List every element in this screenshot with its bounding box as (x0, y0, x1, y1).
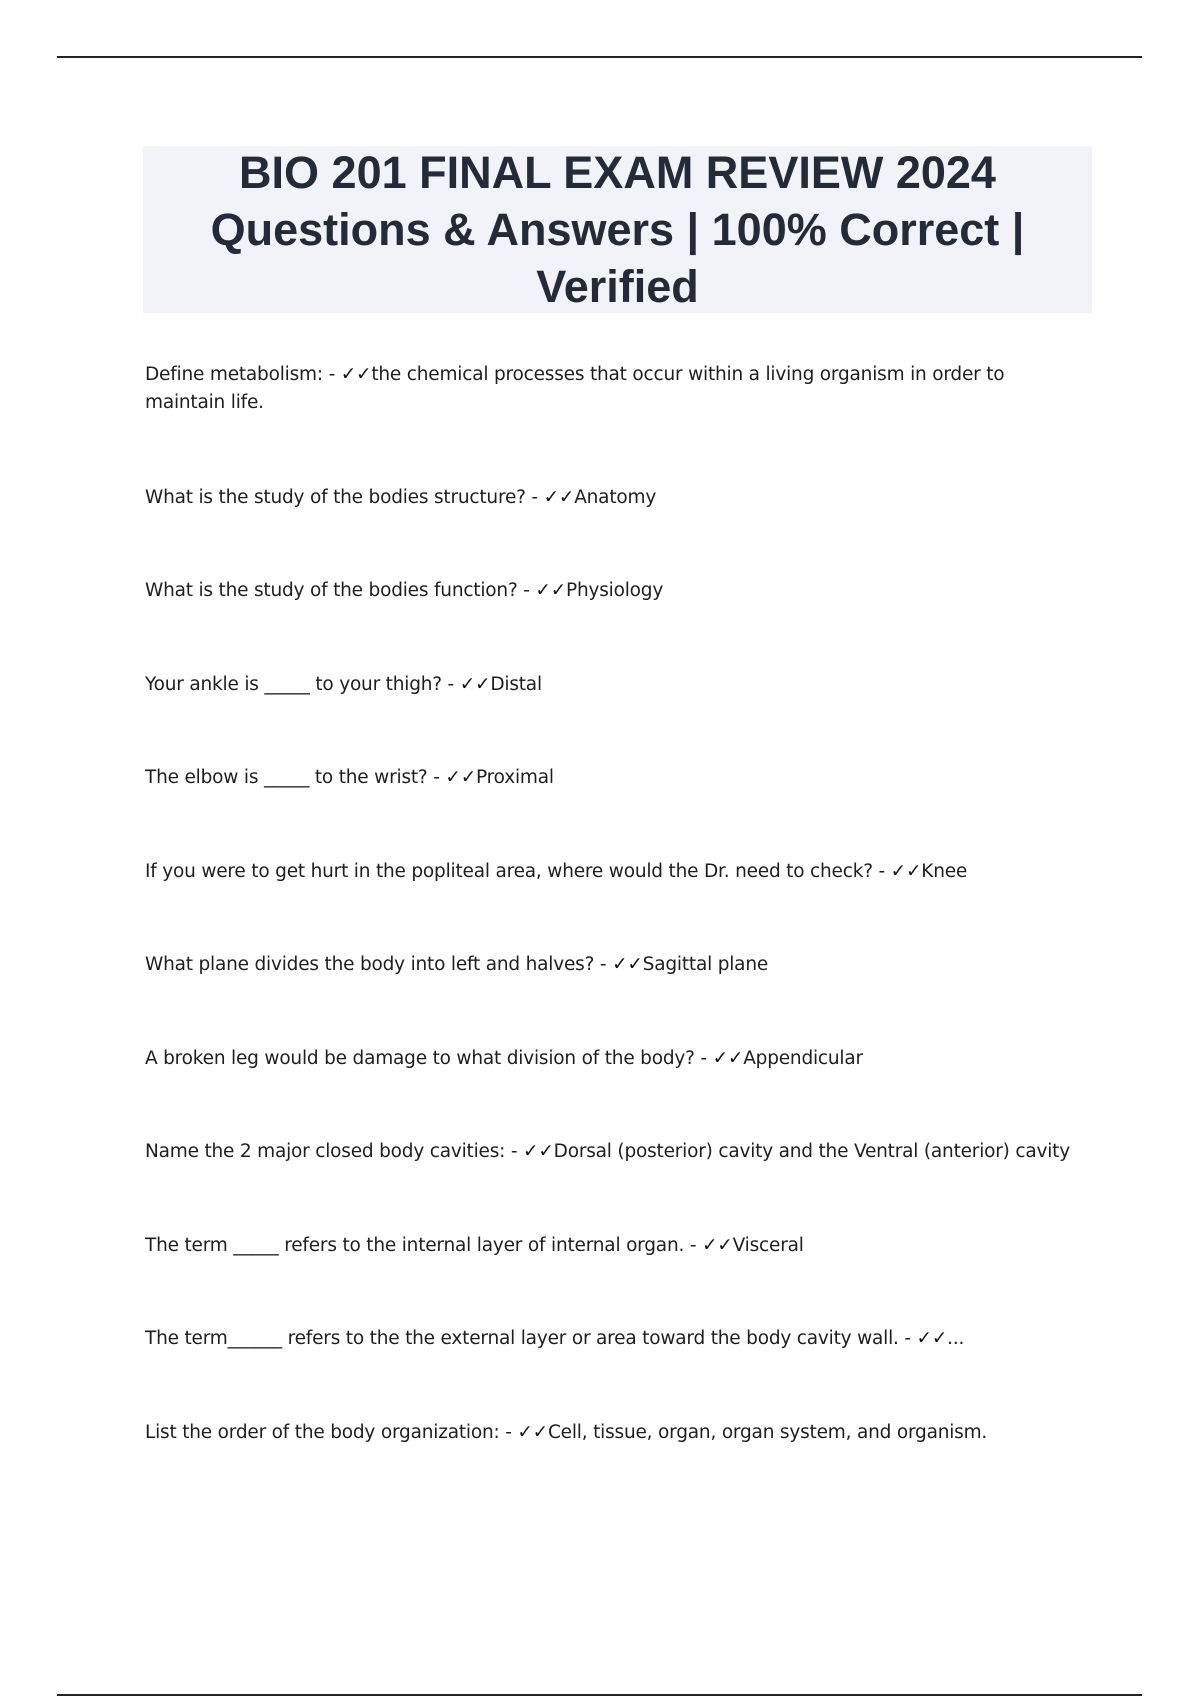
check-mark-icon: ✓✓ (523, 1141, 554, 1162)
check-mark-icon: ✓✓ (712, 1048, 744, 1069)
document-title: BIO 201 FINAL EXAM REVIEW 2024 Questions & Answers | 100% Correct | Verified (210, 147, 1025, 312)
answer-text: Knee (921, 861, 968, 882)
check-mark-icon: ✓✓ (517, 1422, 548, 1443)
title-banner (143, 146, 1092, 313)
question-text: Define metabolism: - (145, 364, 341, 385)
question-text: The term _____ refers to the internal layer of internal organ. - (145, 1235, 702, 1256)
question-text: Your ankle is _____ to your thigh? - (145, 674, 460, 695)
check-mark-icon: ✓✓ (459, 674, 491, 695)
answer-text: Visceral (732, 1235, 804, 1256)
qa-item (145, 577, 1085, 605)
question-text: If you were to get hurt in the popliteal area, where would the Dr. need to check? - (145, 861, 891, 882)
answer-text: Appendicular (743, 1048, 863, 1069)
qa-item (145, 1138, 1085, 1166)
question-text: What is the study of the bodies structure? - (145, 487, 544, 508)
question-text: A broken leg would be damage to what division of the body? - (145, 1048, 713, 1069)
answer-text: Proximal (476, 767, 554, 788)
check-mark-icon: ✓✓ (535, 580, 567, 601)
question-text: What plane divides the body into left and halves? - (145, 954, 613, 975)
qa-item (145, 764, 1085, 792)
check-mark-icon: ✓✓ (340, 364, 372, 385)
question-text: List the order of the body organization: - (145, 1422, 518, 1443)
bottom-rule (57, 1694, 1142, 1696)
qa-item (145, 361, 1085, 417)
top-rule (57, 56, 1142, 58)
answer-text: Anatomy (574, 487, 657, 508)
qa-item (145, 671, 1085, 699)
question-text: What is the study of the bodies function? - (145, 580, 536, 601)
answer-text: Distal (490, 674, 542, 695)
answer-text: Cell, tissue, organ, organ system, and organism. (547, 1422, 988, 1443)
answer-text: ... (947, 1328, 965, 1349)
qa-item (145, 1232, 1085, 1260)
check-mark-icon: ✓✓ (890, 861, 922, 882)
qa-item (145, 1325, 1085, 1353)
check-mark-icon: ✓✓ (543, 487, 575, 508)
qa-item (145, 484, 1085, 512)
qa-item (145, 1419, 1085, 1447)
answer-text: the chemical processes that occur within a living organism in order to maintain life. (145, 364, 1005, 413)
check-mark-icon: ✓✓ (916, 1328, 948, 1349)
answer-text: Sagittal plane (642, 954, 769, 975)
check-mark-icon: ✓✓ (445, 767, 477, 788)
answer-text: Physiology (566, 580, 664, 601)
question-text: The elbow is _____ to the wrist? - (145, 767, 446, 788)
question-text: The term______ refers to the the external layer or area toward the body cavity wall. - (145, 1328, 917, 1349)
answer-text: Dorsal (posterior) cavity and the Ventral (anterior) cavity (553, 1141, 1070, 1162)
check-mark-icon: ✓✓ (612, 954, 643, 975)
qa-item (145, 858, 1085, 886)
question-text: Name the 2 major closed body cavities: - (145, 1141, 524, 1162)
qa-item (145, 951, 1085, 979)
qa-item (145, 1045, 1085, 1073)
check-mark-icon: ✓✓ (702, 1235, 733, 1256)
